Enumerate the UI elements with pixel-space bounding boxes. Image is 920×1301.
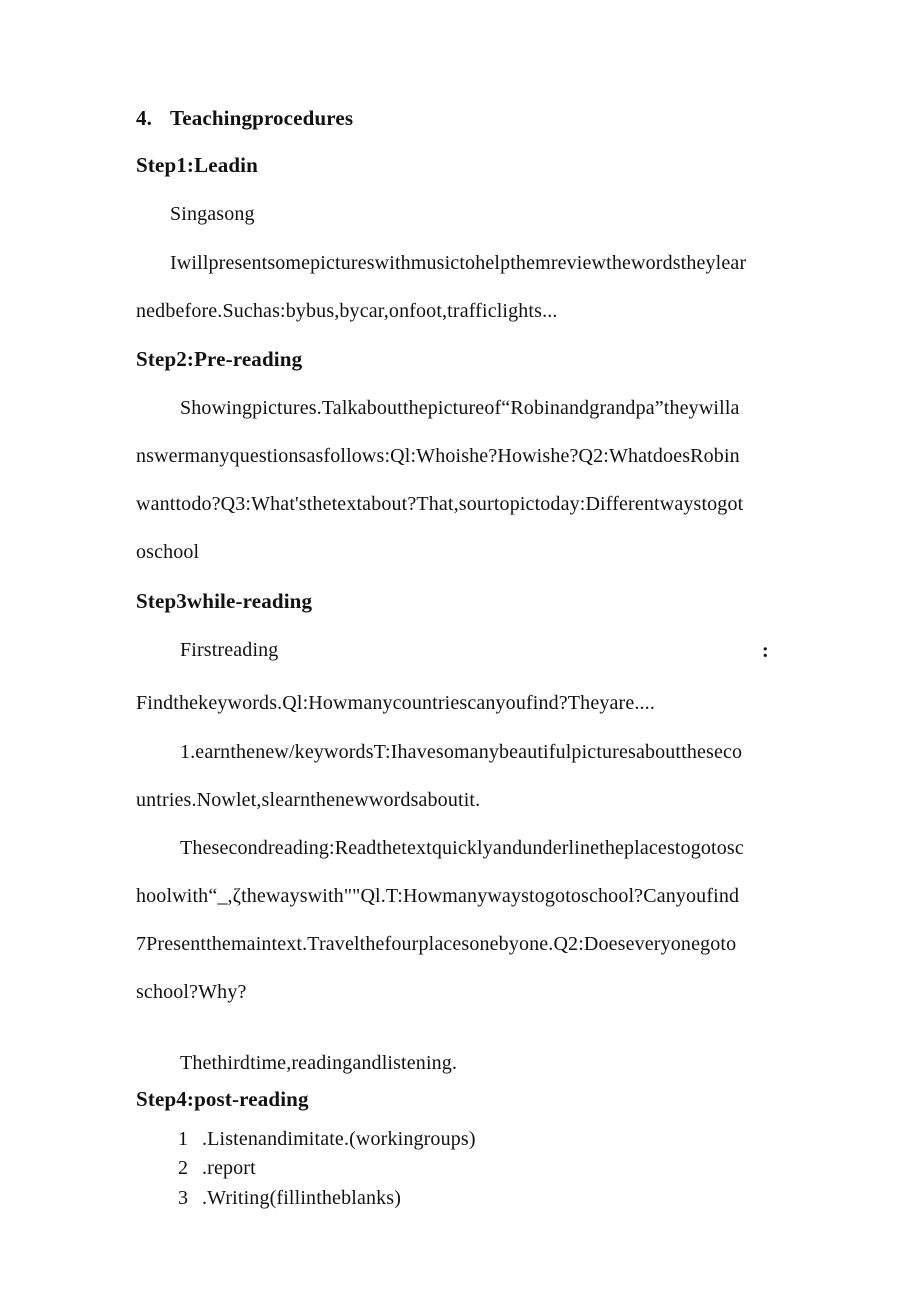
step3-line: 7Presentthemaintext.Travelthefourplacesonebyone.Q2:Doeseveryonegoto [136,933,737,955]
step3-line: Findthekeywords.Ql:Howmanycountriescanyoufind?Theyare.... [136,692,655,714]
step3-line: hoolwith“_,ζthewayswith""Ql.T:Howmanywaystogotoschool?Canyoufind [136,885,740,907]
step1-line: Iwillpresentsomepictureswithmusictohelpthemreviewthewordstheylear [170,252,747,274]
step2-line: Showingpictures.Talkaboutthepictureof“Robinandgrandpa”theywilla [180,397,740,419]
step3-line: Thethirdtime,readingandlistening. [180,1052,458,1074]
step3-line: school?Why? [136,981,247,1003]
step3-line: 1.earnthenew/keywordsT:Ihavesomanybeautifulpicturesaboutthesecо [180,741,743,763]
list-item-number: 2 [178,1157,189,1179]
list-item [178,1186,401,1210]
list-item [178,1156,256,1180]
section-title: Teachingprocedures [170,106,354,130]
step3-line: untries.Nowlet,slearnthenewwordsaboutit. [136,789,481,811]
list-item-text: .Listenandimitate.(workingroups) [202,1128,476,1150]
first-reading-label: Firstreading [180,639,279,661]
step2-line: wanttodo?Q3:What'sthetextabout?That,sourtopictoday:Differentwaystogot [136,493,744,515]
list-item-text: .report [202,1157,256,1179]
section-number: 4. [136,106,153,130]
colon-mark: : [762,640,769,662]
list-item-text: .Writing(fillintheblanks) [202,1187,402,1209]
step1-line: Singasong [170,203,255,225]
step1-line: nedbefore.Suchas:bybus,bycar,onfoot,trafficlights... [136,300,558,322]
list-item-number: 1 [178,1128,189,1150]
step2-line: oschool [136,541,200,563]
step3-line: Thesecondreading:Readthetextquicklyandunderlinetheplacestogotosc [180,837,744,859]
step3-heading: Step3while-reading [136,589,313,613]
list-item-number: 3 [178,1187,189,1209]
step2-line: nswermanyquestionsasfollows:Ql:Whoishe?Howishe?Q2:WhatdoesRobin [136,445,740,467]
list-item [178,1127,476,1151]
step1-heading: Step1:Leadin [136,153,258,177]
step2-heading: Step2:Pre-reading [136,347,303,371]
step4-heading: Step4:post-reading [136,1087,309,1111]
section-heading [136,106,353,130]
